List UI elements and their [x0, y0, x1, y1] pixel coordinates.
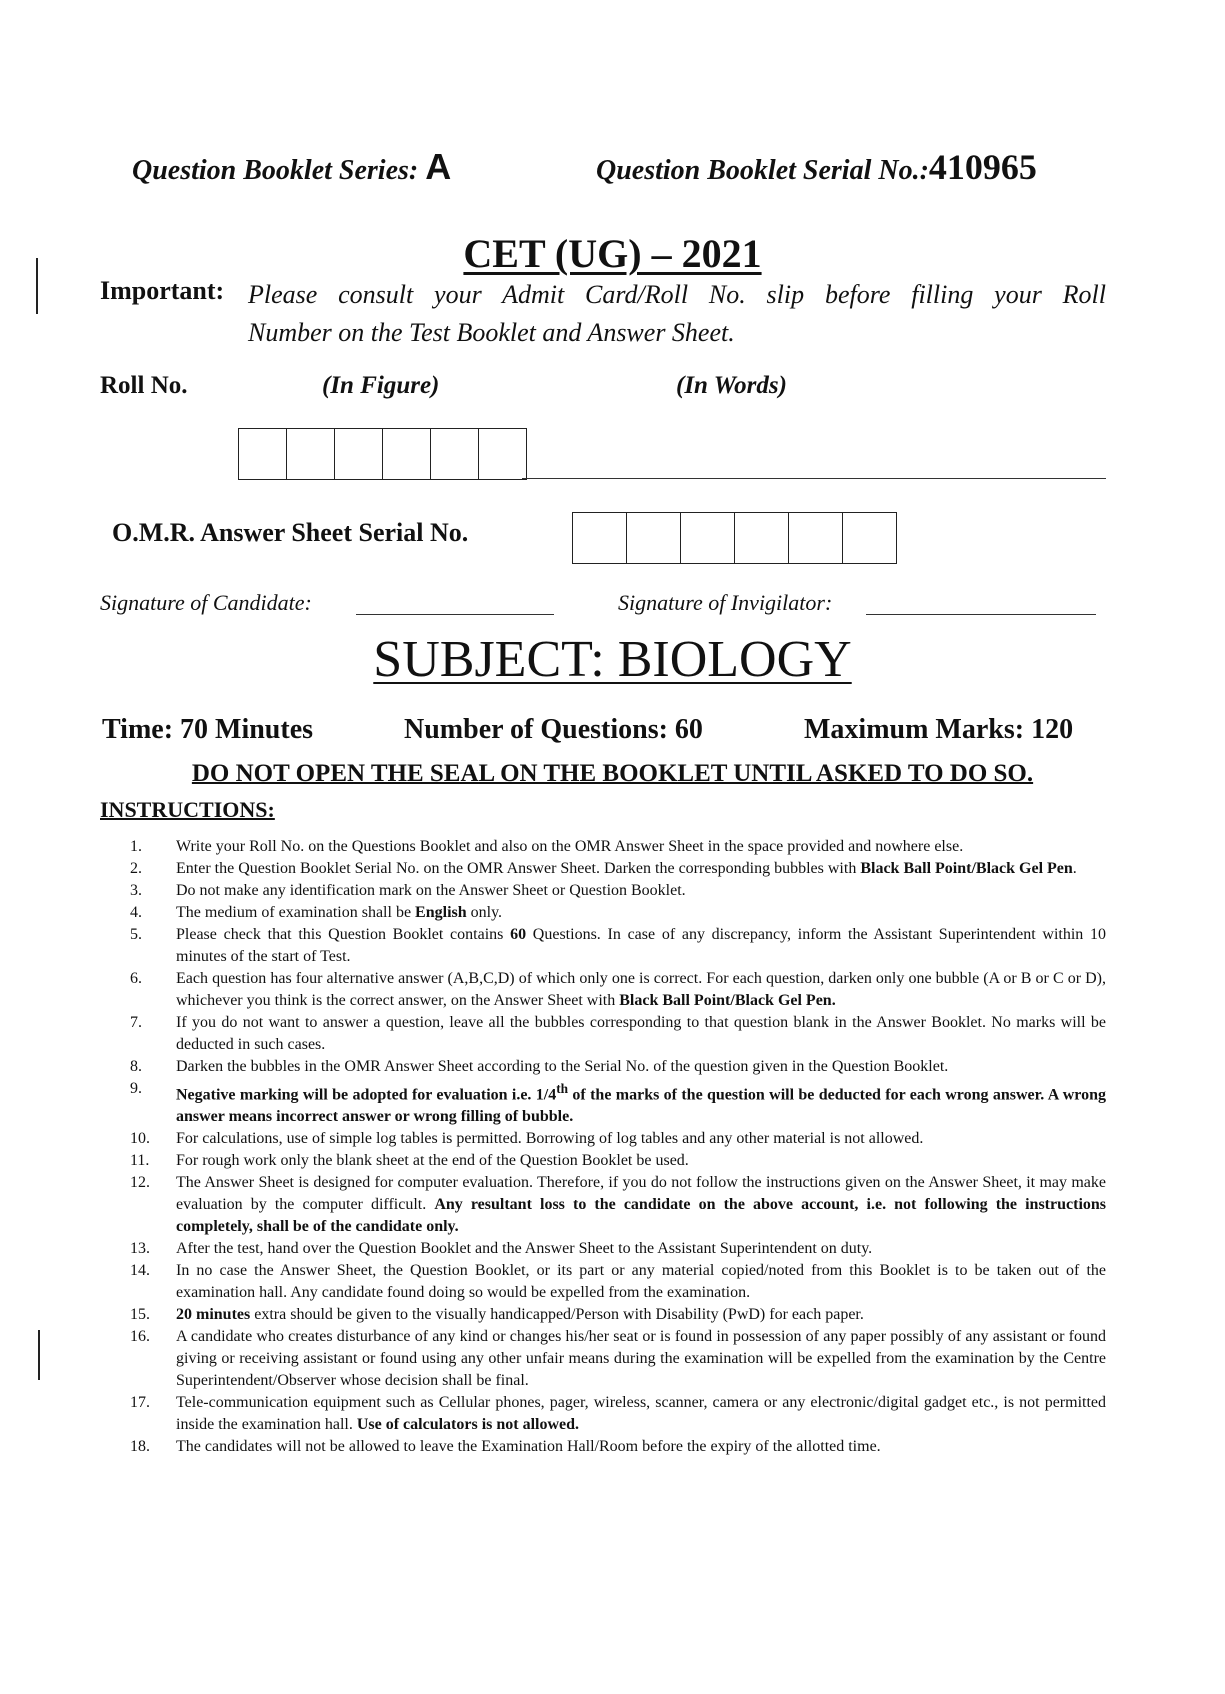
instruction-text: [176, 1304, 1106, 1326]
instruction-text: [176, 1078, 1106, 1128]
roll-digit-box[interactable]: [478, 428, 527, 480]
instruction-text: [176, 1150, 1106, 1172]
booklet-series-label: Question Booklet Series:: [132, 155, 419, 186]
instruction-text: [176, 968, 1106, 1012]
instruction-number: 17.: [130, 1394, 150, 1412]
instruction-number: 8.: [130, 1058, 142, 1075]
instruction-number: 3.: [130, 882, 142, 899]
instruction-number: 7.: [130, 1014, 142, 1031]
instruction-text-part: Do not make any identification mark on the Answer Sheet or Question Booklet.: [176, 882, 686, 899]
instruction-item: [130, 902, 1106, 924]
scan-mark-bottom: [38, 1330, 40, 1380]
roll-in-figure-label: (In Figure): [322, 372, 440, 399]
instructions-list: [130, 836, 1106, 1458]
instruction-number: 9.: [130, 1080, 142, 1097]
instruction-item: [130, 1172, 1106, 1238]
instruction-item: [130, 858, 1106, 880]
instruction-item: [130, 1056, 1106, 1078]
instruction-item: [130, 1012, 1106, 1056]
instruction-text-part: The Answer Sheet is designed for computer evaluation. Therefore, if you do not follow the instructions given on the Answer Sheet, it may make evaluation by the computer difficult.: [176, 1174, 1106, 1214]
booklet-serial-label: Question Booklet Serial No.:: [596, 155, 929, 186]
instruction-text-part: Questions. In case of any discrepancy, inform the Assistant Superintendent within 10 minutes of the start of Test.: [176, 926, 1106, 965]
instruction-number: 10.: [130, 1130, 150, 1148]
instruction-text-part: .: [1072, 860, 1077, 877]
instruction-item: [130, 1128, 1106, 1150]
omr-digit-box[interactable]: [626, 512, 680, 564]
seal-warning: DO NOT OPEN THE SEAL ON THE BOOKLET UNTIL ASKED TO DO SO.: [191, 760, 1034, 787]
instruction-text: [176, 1056, 1106, 1078]
instruction-text-part: In no case the Answer Sheet, the Question Booklet, or its part or any material copied/noted from this Booklet is to be taken out of the examination hall. Any candidate found doing so would be expelled from the examination.: [176, 1262, 1106, 1302]
roll-no-label: Roll No.: [100, 372, 188, 399]
instruction-text: [176, 902, 1106, 924]
instruction-text: [176, 1436, 1106, 1458]
instruction-item: [130, 1326, 1106, 1392]
roll-digit-box[interactable]: [238, 428, 286, 480]
important-text-line1: Please consult your Admit Card/Roll No. slip before filling your Roll: [248, 280, 1106, 309]
instruction-text-part: The medium of examination shall be: [176, 904, 416, 921]
instruction-number: 11.: [130, 1152, 150, 1170]
instruction-item: [130, 1304, 1106, 1326]
omr-digit-box[interactable]: [680, 512, 734, 564]
important-label: Important:: [100, 276, 225, 305]
instruction-item: [130, 1150, 1106, 1172]
instruction-text-part: extra should be given to the visually handicapped/Person with Disability (PwD) for each paper.: [250, 1306, 864, 1324]
signature-candidate-line[interactable]: [356, 614, 554, 615]
instruction-item: [130, 924, 1106, 968]
instruction-text-part: English: [415, 904, 467, 921]
instruction-item: [130, 1260, 1106, 1304]
instruction-text: [176, 858, 1106, 880]
instruction-text: [176, 1172, 1106, 1238]
instruction-text: [176, 1392, 1106, 1436]
exam-question-count: Number of Questions: 60: [404, 714, 703, 745]
instruction-item: [130, 1078, 1106, 1128]
roll-no-figure-boxes[interactable]: [238, 428, 527, 480]
instruction-number: 2.: [130, 860, 142, 877]
instruction-number: 1.: [130, 838, 142, 855]
instruction-number: 13.: [130, 1240, 150, 1258]
instruction-number: 15.: [130, 1306, 150, 1324]
omr-digit-box[interactable]: [788, 512, 842, 564]
instruction-text-part: Darken the bubbles in the OMR Answer Sheet according to the Serial No. of the question given in the Question Booklet.: [176, 1058, 949, 1075]
instruction-text-part: The candidates will not be allowed to leave the Examination Hall/Room before the expiry of the allotted time.: [176, 1438, 881, 1456]
instruction-text-part: For rough work only the blank sheet at the end of the Question Booklet be used.: [176, 1152, 689, 1170]
roll-in-words-line[interactable]: [522, 478, 1106, 479]
instruction-text: [176, 1012, 1106, 1056]
omr-serial-label: O.M.R. Answer Sheet Serial No.: [112, 518, 469, 547]
omr-digit-box[interactable]: [572, 512, 626, 564]
instruction-text-part: 60: [510, 926, 527, 943]
booklet-series-value: A: [425, 146, 452, 187]
instruction-text: [176, 836, 1106, 858]
instruction-number: 6.: [130, 970, 142, 987]
roll-digit-box[interactable]: [430, 428, 478, 480]
instruction-text-part: Tele-communication equipment such as Cellular phones, pager, wireless, scanner, camera or any electronic/digital gadget etc., is not permitted inside the examination hall.: [176, 1394, 1106, 1434]
instruction-text-part: Please check that this Question Booklet contains: [176, 926, 511, 943]
instruction-number: 5.: [130, 926, 142, 943]
roll-in-words-label: (In Words): [676, 372, 787, 399]
instruction-text: [176, 1128, 1106, 1150]
signature-invigilator-label: Signature of Invigilator:: [618, 590, 833, 615]
instruction-text-part: Write your Roll No. on the Questions Booklet and also on the OMR Answer Sheet in the space provided and nowhere else.: [176, 838, 964, 855]
instruction-text-part: Black Ball Point/Black Gel Pen.: [619, 992, 836, 1009]
instruction-text-part: After the test, hand over the Question Booklet and the Answer Sheet to the Assistant Superintendent on duty.: [176, 1240, 873, 1258]
instruction-item: [130, 1392, 1106, 1436]
instruction-item: [130, 1436, 1106, 1458]
instruction-number: 16.: [130, 1328, 150, 1346]
omr-digit-box[interactable]: [734, 512, 788, 564]
instruction-number: 14.: [130, 1262, 150, 1280]
instruction-text-part: of the marks of the question will be deducted for each wrong answer. A wrong answer means incorrect answer or wrong filling of bubble.: [176, 1086, 1106, 1126]
instruction-text-part: Each question has four alternative answer (A,B,C,D) of which only one is correct. For each question, darken only one bubble (A or B or C or D), whichever you think is the correct answer, on the Answer Sheet with: [176, 970, 1106, 1009]
instruction-number: 18.: [130, 1438, 150, 1456]
instruction-text-part: Any resultant loss to the candidate on the above account, i.e. not following the instructions completely, shall be of the candidate only.: [176, 1196, 1107, 1236]
instruction-text-part: Black Ball Point/Black Gel Pen: [860, 860, 1073, 877]
signature-candidate-label: Signature of Candidate:: [100, 590, 312, 615]
subject-title: SUBJECT: BIOLOGY: [373, 631, 852, 688]
exam-max-marks: Maximum Marks: 120: [804, 714, 1074, 745]
instruction-text-part: A candidate who creates disturbance of any kind or changes his/her seat or is found in possession of any paper possibly of any assistant or found giving or receiving assistant or found using any other unfair means during the examination will be expelled from the examination by the Centre Superintendent/Observer whose decision shall be final.: [176, 1328, 1106, 1390]
omr-serial-boxes[interactable]: [572, 512, 897, 564]
instruction-text: [176, 1326, 1106, 1392]
roll-digit-box[interactable]: [382, 428, 430, 480]
instruction-text-part: Enter the Question Booklet Serial No. on the OMR Answer Sheet. Darken the corresponding bubbles with: [176, 860, 861, 877]
instruction-text-part: For calculations, use of simple log tables is permitted. Borrowing of log tables and any other material is not allowed.: [176, 1130, 924, 1148]
booklet-serial: [596, 146, 1037, 188]
exam-time: Time: 70 Minutes: [102, 714, 314, 745]
instruction-text: [176, 880, 1106, 902]
important-text-line2: Number on the Test Booklet and Answer Sheet.: [248, 318, 735, 347]
instruction-item: [130, 836, 1106, 858]
instruction-text: [176, 1238, 1106, 1260]
instruction-text-part: only.: [466, 904, 503, 921]
booklet-serial-value: 410965: [928, 147, 1037, 187]
instruction-text: [176, 1260, 1106, 1304]
roll-digit-box[interactable]: [286, 428, 334, 480]
instruction-text-part: Use of calculators is not allowed.: [356, 1416, 580, 1434]
instruction-text-part: If you do not want to answer a question, leave all the bubbles corresponding to that question blank in the Answer Booklet. No marks will be deducted in such cases.: [176, 1014, 1106, 1053]
omr-digit-box[interactable]: [842, 512, 897, 564]
instruction-item: [130, 968, 1106, 1012]
roll-digit-box[interactable]: [334, 428, 382, 480]
exam-title: CET (UG) – 2021: [463, 231, 762, 276]
instructions-heading: INSTRUCTIONS:: [100, 797, 275, 822]
instruction-text-part: 20 minutes: [176, 1306, 251, 1324]
instruction-item: [130, 880, 1106, 902]
signature-invigilator-line[interactable]: [866, 614, 1096, 615]
instruction-text: [176, 924, 1106, 968]
booklet-series: [132, 146, 451, 188]
instruction-item: [130, 1238, 1106, 1260]
instruction-number: 12.: [130, 1174, 150, 1192]
instruction-text-part: th: [556, 1081, 569, 1096]
instruction-text-part: Negative marking will be adopted for evaluation i.e. 1/4: [176, 1086, 557, 1104]
instruction-number: 4.: [130, 904, 142, 921]
